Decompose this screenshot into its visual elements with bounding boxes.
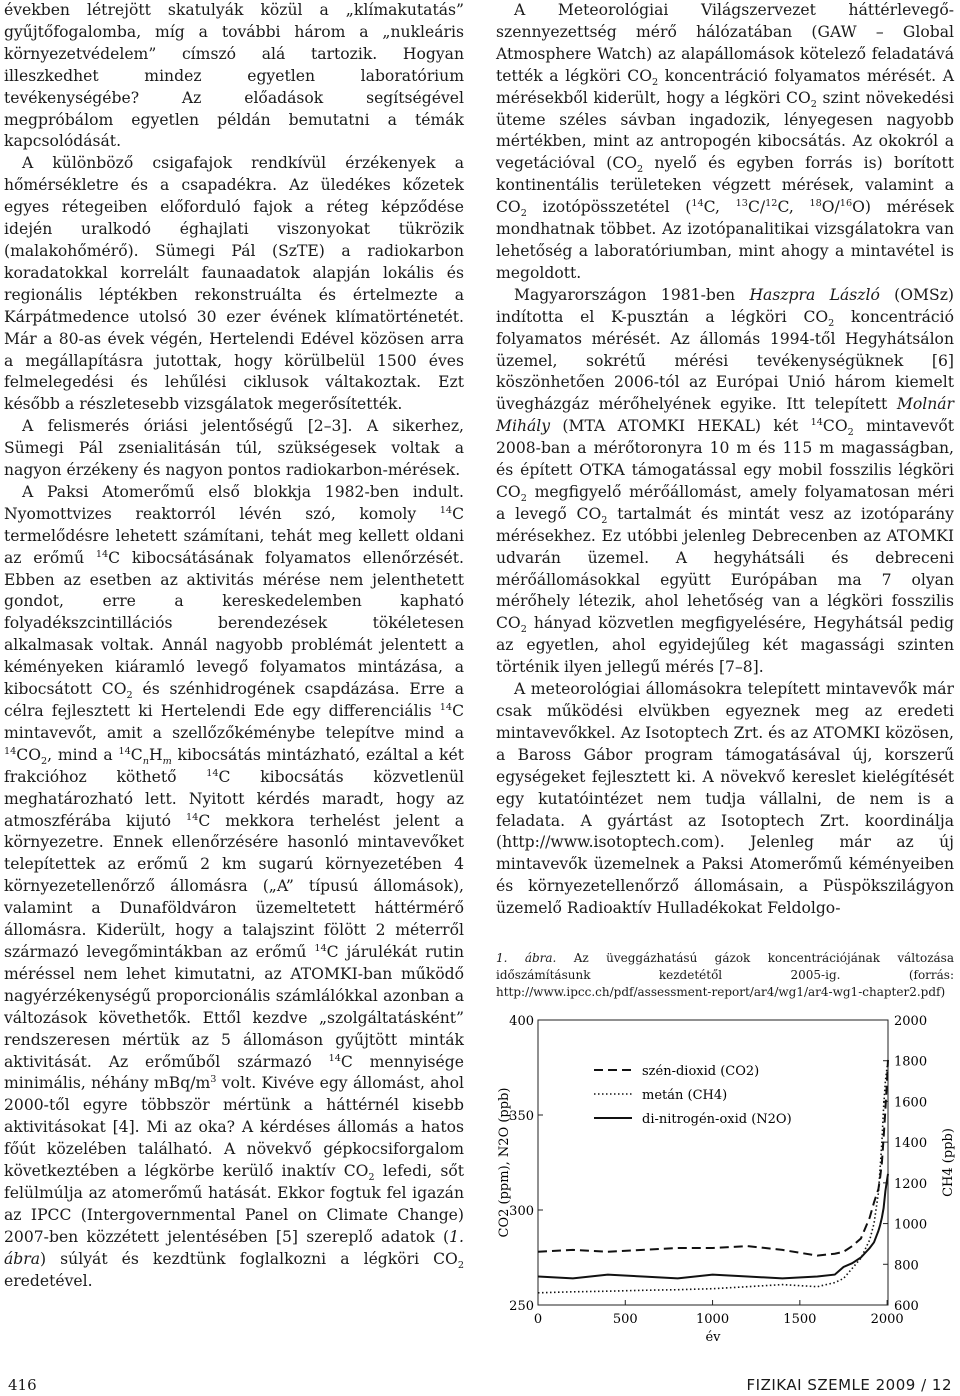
y-right-tick-label: 1000: [894, 1217, 928, 1233]
left-column: [4, 0, 464, 1292]
x-tick-label: 500: [612, 1312, 638, 1327]
legend-label: szén-dioxid (CO2): [642, 1064, 760, 1079]
y-left-tick-label: 300: [509, 1204, 534, 1219]
x-axis-label: év: [705, 1330, 721, 1345]
paragraph: években létrejött skatulyák közül a „klímakutatás” gyűjtőfogalomba, míg a további három a „nukleáris környezetvédelem” címszó alá tartozik. Hogyan illeszkedhet mindez egyetlen laboratórium tevékenységébe? Az előadások segítségével megpróbálom egyetlen példán bemutatni a témák kapcsolódását.: [4, 1, 464, 151]
legend-label: metán (CH4): [642, 1088, 728, 1103]
y-left-tick-label: 250: [509, 1299, 534, 1314]
paragraph: A felismerés óriási jelentőségű [2–3]. A sikerhez, Sümegi Pál zsenialitásán túl, szükségesek voltak a nagyon érzékeny és nagyon pontos radiokarbon-mérések.: [4, 417, 464, 480]
figure-caption: [496, 950, 954, 1001]
legend-label: di-nitrogén-oxid (N2O): [642, 1112, 792, 1127]
right-column: [496, 0, 954, 920]
y-right-tick-label: 1200: [894, 1176, 928, 1192]
y-right-tick-label: 2000: [894, 1014, 928, 1029]
paragraph: A meteorológiai állomásokra telepített mintavevők már csak működési elvükben egyeznek meg az eredeti mintavevőkkel. Az Isotoptech Zrt. és az ATOMKI közösen, a Baross Gábor program támogatásával új, korszerű egységeket fejlesztett ki. A növekvő kereslet kielégítését egy kutatóintézet nem tudja vállalni, de nem is a feladata. A gyártást az Isotoptech Zrt. koordinálja (http://www.isotoptech.com). Jelenleg már az új mintavevők üzemelnek a Paksi Atomerőmű kéményeiben és környezetellenőrző állomásain, a Püspökszilágyon üzemelő Radioaktív Hulladékokat Feldolgo-: [496, 680, 954, 918]
y-left-tick-label: 350: [509, 1109, 534, 1124]
y-right-tick-label: 600: [894, 1299, 919, 1314]
paragraph: A Meteorológiai Világszervezet háttérlevegő-szennyezettség mérő hálózatában (GAW – Global Atmosphere Watch) az alapállomások kötelező feladatává tették a légköri $CO_2$ koncentráció folyamatos mérését. A mérésekből kiderült, hogy a légköri $CO_2$ szint növekedési üteme széles sávban ingadozik, lényegesen nagyobb mértékben, mint az antropogén kibocsátás. Az okokról a vegetációval ($CO_2$ nyelő és egyben forrás is) borított kontinentális területeken végzett mérések, valamint a $CO_2$ izotópösszetétel ($^{14}$C, $^{13}$C/$^{12}$C, $^{18}$O/$^{16}$O) mérések mondhatnak többet. Az izotópanalitikai vizsgálatokra van lehetőség a laboratóriumban, mint ahogy a mintavétel is megoldott.: [496, 1, 955, 282]
paragraph: A különböző csigafajok rendkívül érzékenyek a hőmérsékletre és a csapadékra. Az üledékes kőzetek egyes rétegeiben előforduló fajok a réteg képződése idején uralkodó éghajlati viszonyokat tükrözik (malakohőmérő). Sümegi Pál (SzTE) a radiokarbon koradatokkal korrelált faunaadatok alapján lokális és regionális léptékben rekonstruálta és értelmezte a Kárpátmedence utolsó 30 ezer évének klímatörténetét. Már a 80-as évek végén, Hertelendi Edével közösen arra a megállapításra jutottak, hogy körülbelül 1500 éves felmelegedési és lehűlési ciklusok váltakoztak. Ezt később a részletesebb vizsgálatok megerősítették.: [4, 154, 464, 414]
x-tick-label: 1500: [783, 1312, 817, 1327]
x-tick-label: 1000: [696, 1312, 730, 1327]
x-tick-label: 0: [533, 1312, 543, 1327]
magazine-footer: FIZIKAI SZEMLE 2009 / 12: [746, 1376, 952, 1394]
y-right-tick-label: 1800: [894, 1054, 928, 1070]
x-tick-label: 2000: [870, 1312, 904, 1327]
figure-chart: [486, 1000, 960, 1350]
y-right-tick-label: 1600: [894, 1095, 928, 1111]
y-right-tick-label: 1400: [894, 1136, 928, 1152]
figure-caption-text: Az üveggázhatású gázok koncentrációjának változása időszámításunk kezdetétől 2005-ig. (forrás: http://www.ipcc.ch/pdf/assessment-report/ar4/wg1/ar4-wg1-chapter2.pdf): [496, 951, 954, 999]
y-left-tick-label: 400: [509, 1014, 534, 1029]
y-right-axis-label: CH4 (ppb): [941, 1128, 956, 1197]
figure-caption-number: 1. ábra.: [496, 951, 557, 965]
series-line: [538, 1174, 888, 1279]
paragraph: A Paksi Atomerőmű első blokkja 1982-ben indult. Nyomottvizes reaktorról lévén szó, komoly $^{14}$C termelődésre lehetett számítani, tehát meg kellett oldani az erőmű $^{14}$C kibocsátásának folyamatos ellenőrzését. Ebben az esetben az aktivitás mérése nem jelenthetett gondot, erre a kereskedelemben kapható folyadékszcintillációs berendezések tökéletesen alkalmasak voltak. Annál nagyobb problémát jelentett a kéményeken kiáramló levegő folyamatos mintázása, a kibocsátott $CO_2$ és szénhidrogének csapdázása. Erre a célra fejlesztett ki Hertelendi Ede egy differenciális $^{14}$C mintavevőt, amit a szellőzőkéménybe telepítve mind a $^{14}CO_2$, mind a $^{14}C_nH_m$ kibocsátás mintázható, ezáltal a két frakcióhoz köthető $^{14}$C kibocsátás közvetlenül meghatározható lett. Nyitott kérdés maradt, hogy az atmoszférába kijutó $^{14}$C mekkora terhelést jelent a környezetre. Ennek ellenőrzésére hasonló mintavevőket telepítettek az erőmű 2 km sugarú környezetében 4 környezetellenőrző állomásra („A” típusú állomások), valamint a Dunaföldváron üzemeltetett háttérmérő állomásra. Kiderült, hogy a talajszint fölött 2 méterről származó levegőmintákban az erőmű $^{14}$C járulékát rutin méréssel nem lehet kimutatni, az ATOMKI-ban működő nagyérzékenységű proporcionális számlálókkal azonban a változások követhetők. Ettől kezdve „szolgáltatásként” rendszeresen mértük az 5 állomáson gyűjtött minták aktivitását. Az erőműből származó $^{14}$C mennyisége minimális, néhány mBq/$m^3$ volt. Kivéve egy állomást, ahol 2000-től egyre többször mértünk a háttérnél kisebb aktivitásokat [4]. Mi az oka? A kérdéses állomás a hatos főút közelében található. A növekvő gépkocsiforgalom következtében a légkörbe kerülő inaktív $CO_2$ lefedi, sőt felülmúlja az atomerőmű hatását. Ekkor fogtuk fel igazán az IPCC (Intergovernmental Panel on Climate Change) 2007-ben közzétett jelentésében [5] szereplő adatok (1. ábra) súlyát és kezdtünk foglalkozni a légköri $CO_2$ eredetével.: [4, 482, 465, 1290]
y-left-axis-label: CO2 (ppm), N2O (ppb): [497, 1087, 512, 1238]
paragraph: Magyarországon 1981-ben Haszpra László (OMSz) indította el K-pusztán a légköri $CO_2$ koncentráció folyamatos mérését. Az állomás 1994-től Hegyhátsálon üzemel, sokrétű mérési tevékenységüknek [6] köszönhetően 2006-tól az Európai Unió három kiemelt üvegházgáz mérőhelyének egyike. Itt telepített Molnár Mihály (MTA ATOMKI HEKAL) két $^{14}CO_2$ mintavevőt 2008-ban a mérőtoronyra 10 m és 115 m magasságban, és épített OTKA támogatással egy mobil fosszilis légköri $CO_2$ megfigyelő mérőállomást, amely folyamatosan méri a levegő $CO_2$ tartalmát és mintát vesz az izotóparány mérésekhez. Ez utóbbi jelenleg Debrecenben az ATOMKI udvarán üzemel. A hegyhátsáli és debreceni mérőállomásokkal együtt Európában ma 7 olyan mérőhely létezik, ahol lehetőség van a légköri fosszilis $CO_2$ hányad közvetlen megfigyelésére, Hegyhátsál pedig az egyetlen, ahol egyidejűleg két magassági szinten történik ilyen jellegű mérés [7–8].: [496, 285, 955, 677]
plot-frame: [538, 1020, 888, 1305]
y-right-tick-label: 800: [894, 1258, 919, 1274]
page-number: 416: [8, 1376, 37, 1394]
